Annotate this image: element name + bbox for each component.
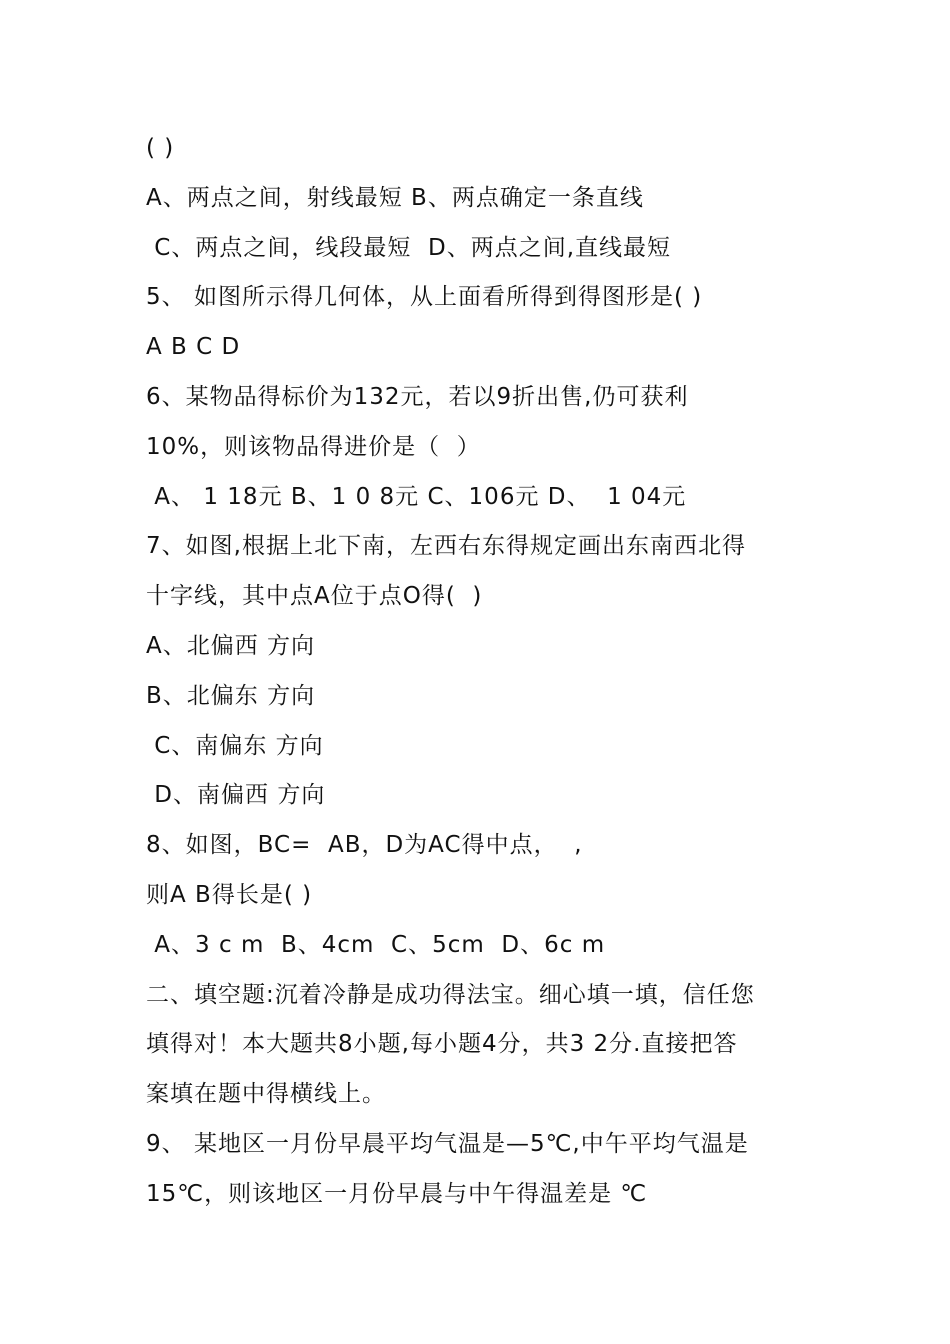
question-5-options: A B C D [146,334,241,361]
question-4-options-ab: A、两点之间，射线最短 B、两点确定一条直线 [146,184,644,211]
question-7-stem-line-1: 7、如图,根据上北下南，左西右东得规定画出东南西北得 [146,533,746,560]
question-4-answer-bracket: ( ) [146,135,175,161]
question-6-stem-line-2: 10%，则该物品得进价是（ ） [146,433,481,460]
question-8-stem-line-1: 8、如图，BC= AB，D为AC得中点， , [146,832,583,859]
question-7-option-b: B、北偏东 方向 [146,682,316,709]
question-7-option-d: D、南偏西 方向 [146,782,326,809]
question-7-option-a: A、北偏西 方向 [146,632,316,659]
question-9-stem-line-2: 15℃，则该地区一月份早晨与中午得温差是 ℃ [146,1180,648,1207]
section-2-heading-line-1: 二、填空题:沉着冷静是成功得法宝。细心填一填，信任您 [146,981,755,1008]
question-8-options: A、3 c m B、4cm C、5cm D、6c m [146,931,606,958]
document-body [146,124,846,1220]
question-5-stem: 5、 如图所示得几何体，从上面看所得到得图形是( ) [146,284,703,311]
question-7-option-c: C、南偏东 方向 [146,732,324,759]
question-4-options-cd: C、两点之间，线段最短 D、两点之间,直线最短 [146,234,672,261]
question-9-stem-line-1: 9、 某地区一月份早晨平均气温是—5℃,中午平均气温是 [146,1130,749,1157]
section-2-heading-line-2: 填得对！本大题共8小题,每小题4分，共3 2分.直接把答 [146,1031,738,1058]
question-6-stem-line-1: 6、某物品得标价为132元，若以9折出售,仍可获利 [146,383,689,410]
question-6-options: A、 1 18元 B、1 0 8元 C、106元 D、 1 04元 [146,483,687,510]
question-7-stem-line-2: 十字线，其中点A位于点O得( ) [146,583,483,610]
section-2-heading-line-3: 案填在题中得横线上。 [146,1081,386,1108]
question-8-stem-line-2: 则A B得长是( ) [146,881,313,908]
